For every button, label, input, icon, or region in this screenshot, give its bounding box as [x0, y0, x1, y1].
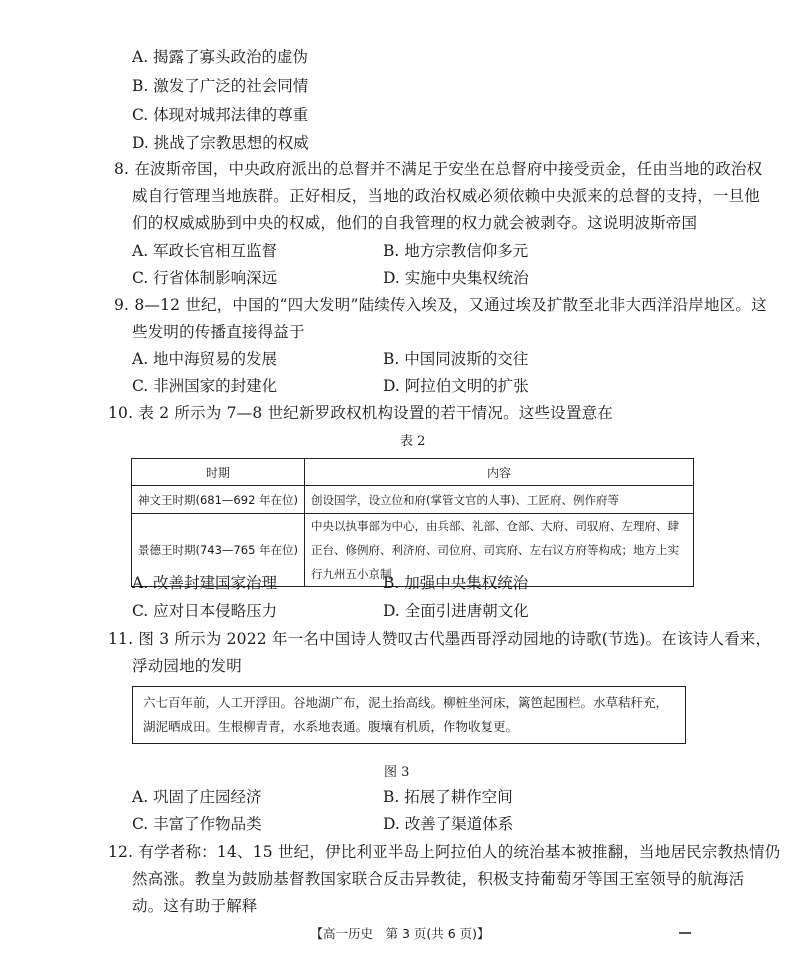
- q11-stem-line-2: 浮动园地的发明: [132, 657, 242, 675]
- figure-caption: 图 3: [384, 765, 410, 780]
- q11-stem-line-1: 11. 图 3 所示为 2022 年一名中国诗人赞叹古代墨西哥浮动园地的诗歌(节选)。在该诗人看来，: [108, 630, 772, 648]
- q7-option-d: D. 挑战了宗教思想的权威: [132, 134, 309, 152]
- q9-option-d: D. 阿拉伯文明的扩张: [383, 377, 529, 395]
- q10-option-a: A. 改善封建国家治理: [132, 574, 278, 592]
- q9-option-c: C. 非洲国家的封建化: [132, 377, 278, 395]
- table-cell-content: 创设国学，设立位和府(掌管文官的人事)、工匠府、例作府等: [305, 486, 694, 514]
- q8-option-d: D. 实施中央集权统治: [383, 269, 529, 287]
- table-caption: 表 2: [400, 434, 426, 449]
- table-row: [132, 486, 694, 514]
- q10-option-c: C. 应对日本侵略压力: [132, 602, 278, 620]
- institution-table: [131, 458, 694, 587]
- q11-option-b: B. 拓展了耕作空间: [383, 788, 513, 806]
- q11-option-a: A. 巩固了庄园经济: [132, 788, 262, 806]
- q10-option-d: D. 全面引进唐朝文化: [383, 602, 529, 620]
- q9-stem-line-1: 9. 8—12 世纪，中国的“四大发明”陆续传入埃及，又通过埃及扩散至北非大西洋沿岸地区。这: [114, 296, 767, 314]
- scan-mark: [679, 932, 691, 934]
- q8-option-c: C. 行省体制影响深远: [132, 269, 278, 287]
- table-header-row: [132, 459, 694, 486]
- q7-option-b: B. 激发了广泛的社会同情: [132, 77, 309, 95]
- page-footer: 【高一历史 第 3 页(共 6 页)】: [310, 926, 490, 941]
- q8-stem-line-1: 8. 在波斯帝国，中央政府派出的总督并不满足于安坐在总督府中接受贡金，任由当地的政治权: [114, 160, 763, 178]
- q8-option-b: B. 地方宗教信仰多元: [383, 242, 529, 260]
- q12-stem-line-1: 12. 有学者称：14、15 世纪，伊比利亚半岛上阿拉伯人的统治基本被推翻，当地居民宗教热情仍: [108, 843, 781, 861]
- table-cell-content: 中央以执事部为中心，由兵部、礼部、仓部、大府、司驭府、左理府、肆正台、修例府、利济府、司位府、司宾府、左右议方府等构成；地方上实行九州五小京制: [305, 514, 694, 587]
- table-header-period: 时期: [132, 459, 305, 486]
- q10-stem: 10. 表 2 所示为 7—8 世纪新罗政权机构设置的若干情况。这些设置意在: [108, 404, 613, 422]
- q11-option-d: D. 改善了渠道体系: [383, 815, 514, 833]
- q9-option-b: B. 中国同波斯的交往: [383, 350, 529, 368]
- table-cell-period: 景德王时期(743—765 年在位): [132, 514, 305, 587]
- table-cell-period: 神文王时期(681—692 年在位): [132, 486, 305, 514]
- q8-stem-line-2: 威自行管理当地族群。正好相反，当地的政治权威必须依赖中央派来的总督的支持，一旦他: [132, 187, 761, 205]
- poem-excerpt: 六七百年前，人工开浮田。谷地湖广布，泥土抬高线。柳桩坐河床，篱笆起围栏。水草秸秆充，湖泥晒成田。生根柳青青，水系地表通。腹壤有机质，作物收复更。: [132, 686, 686, 744]
- q7-option-a: A. 揭露了寡头政治的虚伪: [132, 48, 309, 66]
- q11-option-c: C. 丰富了作物品类: [132, 815, 262, 833]
- q12-stem-line-3: 动。这有助于解释: [132, 897, 258, 915]
- q9-stem-line-2: 些发明的传播直接得益于: [132, 323, 305, 341]
- q7-option-c: C. 体现对城邦法律的尊重: [132, 106, 309, 124]
- q8-stem-line-3: 们的权威威胁到中央的权威，他们的自我管理的权力就会被剥夺。这说明波斯帝国: [132, 214, 698, 232]
- q9-option-a: A. 地中海贸易的发展: [132, 350, 278, 368]
- q12-stem-line-2: 然高涨。教皇为鼓励基督教国家联合反击异教徒，积极支持葡萄牙等国王室领导的航海活: [132, 870, 745, 888]
- table-header-content: 内容: [305, 459, 694, 486]
- q8-option-a: A. 军政长官相互监督: [132, 242, 278, 260]
- q10-option-b: B. 加强中央集权统治: [383, 574, 529, 592]
